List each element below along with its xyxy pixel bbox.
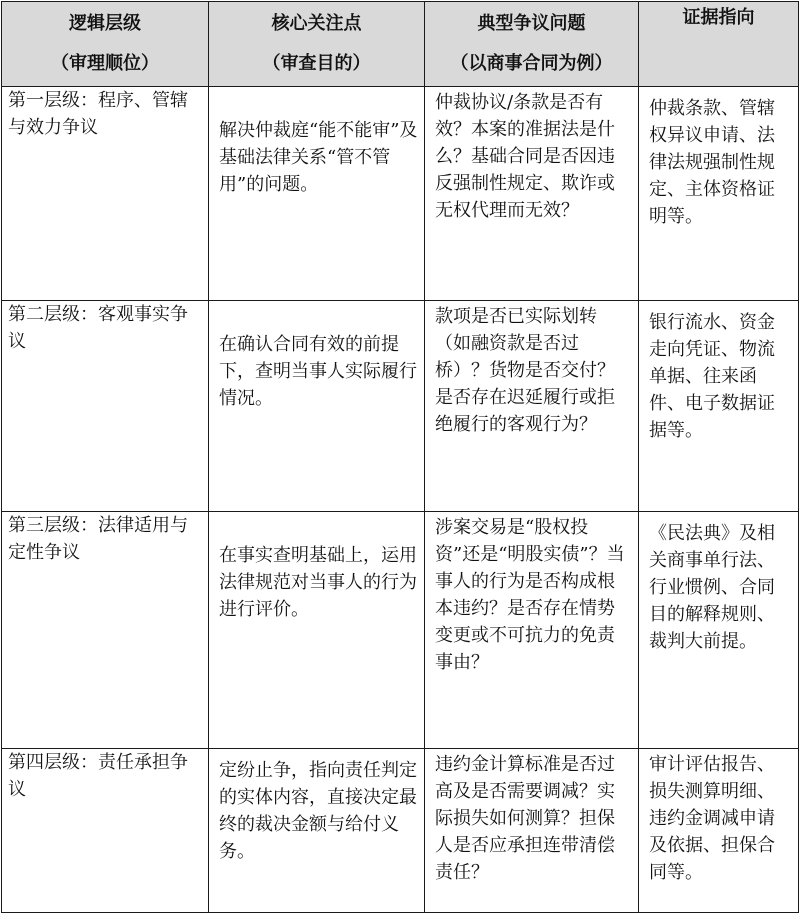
header-level-subtitle: （审理顺位） — [51, 53, 159, 74]
header-focus-title: 核心关注点 — [271, 13, 362, 34]
issues-cell: 违约金计算标准是否过高及是否需要调减？实际损失如何测算？担保人是否应承担连带清偿责任？ — [425, 749, 639, 913]
table-row — [2, 512, 799, 749]
table-row — [2, 87, 799, 301]
evidence-cell: 仲裁条款、管辖权异议申请、法律法规强制性规定、主体资格证明等。 — [639, 87, 799, 301]
evidence-cell: 《民法典》及相关商事单行法、行业惯例、合同目的解释规则、裁判大前提。 — [639, 512, 799, 749]
header-focus — [209, 2, 425, 87]
level-cell: 第四层级：责任承担争议 — [2, 749, 209, 913]
header-evidence-title: 证据指向 — [682, 7, 755, 28]
focus-cell: 在事实查明基础上，运用法律规范对当事人的行为进行评价。 — [209, 512, 425, 749]
evidence-cell: 审计评估报告、损失测算明细、违约金调减申请及依据、担保合同等。 — [639, 749, 799, 913]
dispute-levels-table — [1, 1, 799, 913]
header-level-title: 逻辑层级 — [69, 13, 141, 34]
issues-cell: 仲裁协议/条款是否有效？本案的准据法是什么？基础合同是否因违反强制性规定、欺诈或无权代理而无效？ — [425, 87, 639, 301]
header-focus-subtitle: （审查目的） — [262, 53, 371, 74]
focus-cell: 解决仲裁庭“能不能审”及基础法律关系“管不管用”的问题。 — [209, 87, 425, 301]
header-level — [2, 2, 209, 87]
table-row — [2, 749, 799, 913]
header-evidence — [639, 2, 799, 87]
issues-cell: 款项是否已实际划转（如融资款是否过桥）？货物是否交付？是否存在迟延履行或拒绝履行的客观行为？ — [425, 301, 639, 512]
header-issues-title: 典型争议问题 — [477, 13, 586, 34]
header-issues — [425, 2, 639, 87]
level-cell: 第一层级：程序、管辖与效力争议 — [2, 87, 209, 301]
evidence-cell: 银行流水、资金走向凭证、物流单据、往来函件、电子数据证据等。 — [639, 301, 799, 512]
table-row — [2, 301, 799, 512]
header-issues-subtitle: （以商事合同为例） — [450, 53, 613, 74]
level-cell: 第三层级：法律适用与定性争议 — [2, 512, 209, 749]
issues-cell: 涉案交易是“股权投资”还是“明股实债”？当事人的行为是否构成根本违约？是否存在情势变更或不可抗力的免责事由？ — [425, 512, 639, 749]
focus-cell: 在确认合同有效的前提下，查明当事人实际履行情况。 — [209, 301, 425, 512]
header-row — [2, 2, 799, 87]
focus-cell: 定纷止争，指向责任判定的实体内容，直接决定最终的裁决金额与给付义务。 — [209, 749, 425, 913]
level-cell: 第二层级：客观事实争议 — [2, 301, 209, 512]
